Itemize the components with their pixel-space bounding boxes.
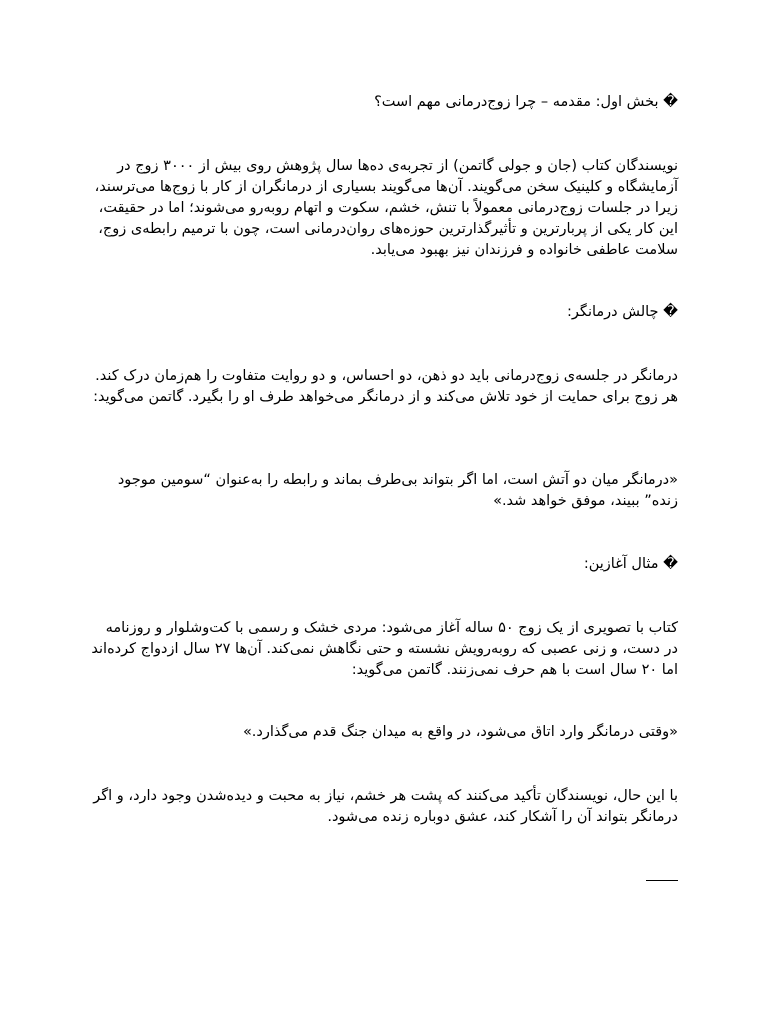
conclusion-paragraph: با این حال، نویسندگان تأکید می‌کنند که پشت هر خشم، نیاز به محبت و دیده‌شدن وجود دارد، و اگر درمانگر بتواند آن را آشکار کند، عشق دوباره زنده می‌شود.	[93, 788, 678, 825]
challenge-paragraph: درمانگر در جلسه‌ی زوج‌درمانی باید دو ذهن، دو احساس، و دو روایت متفاوت را هم‌زمان درک کند. هر زوج برای حمایت از خود تلاش می‌کند و از درمانگر می‌خواهد طرف او را بگیرد. گاتمن می‌گوید:	[93, 368, 678, 405]
intro-paragraph: نویسندگان کتاب (جان و جولی گاتمن) از تجربه‌ی ده‌ها سال پژوهش روی بیش از ۳۰۰۰ زوج در آزمایشگاه و کلینیک سخن می‌گویند. آن‌ها می‌گویند بسیاری از درمانگران از کار با زوج‌ها می‌ترسند، زیرا در جلسات زوج‌درمانی معمولاً با تنش، خشم، سکوت و اتهام روبه‌رو می‌شوند؛ اما در حقیقت، این کار یکی از پربارترین و تأثیرگذارترین حوزه‌های روان‌درمانی است، چون با ترمیم رابطه‌ی زوج، سلامت عاطفی خانواده و فرزندان نیز بهبود می‌یابد.	[94, 158, 678, 258]
challenge-heading: � چالش درمانگر:	[567, 304, 678, 320]
horizontal-rule	[646, 880, 678, 881]
example-heading: � مثال آغازین:	[583, 556, 678, 572]
example-quote: «وقتی درمانگر وارد اتاق می‌شود، در واقع به میدان جنگ قدم می‌گذارد.»	[242, 724, 678, 740]
challenge-quote: «درمانگر میان دو آتش است، اما اگر بتواند بی‌طرف بماند و رابطه را به‌عنوان “سومین موجود زنده” ببیند، موفق خواهد شد.»	[117, 472, 678, 509]
example-paragraph: کتاب با تصویری از یک زوج ۵۰ ساله آغاز می‌شود: مردی خشک و رسمی با کت‌وشلوار و روزنامه در دست، و زنی عصبی که روبه‌رویش نشسته و حتی نگاهش نمی‌کند. آن‌ها ۲۷ سال ازدواج کرده‌اند اما ۲۰ سال است با هم حرف نمی‌زنند. گاتمن می‌گوید:	[91, 620, 678, 678]
section-title: � بخش اول: مقدمه – چرا زوج‌درمانی مهم است؟	[374, 94, 678, 110]
